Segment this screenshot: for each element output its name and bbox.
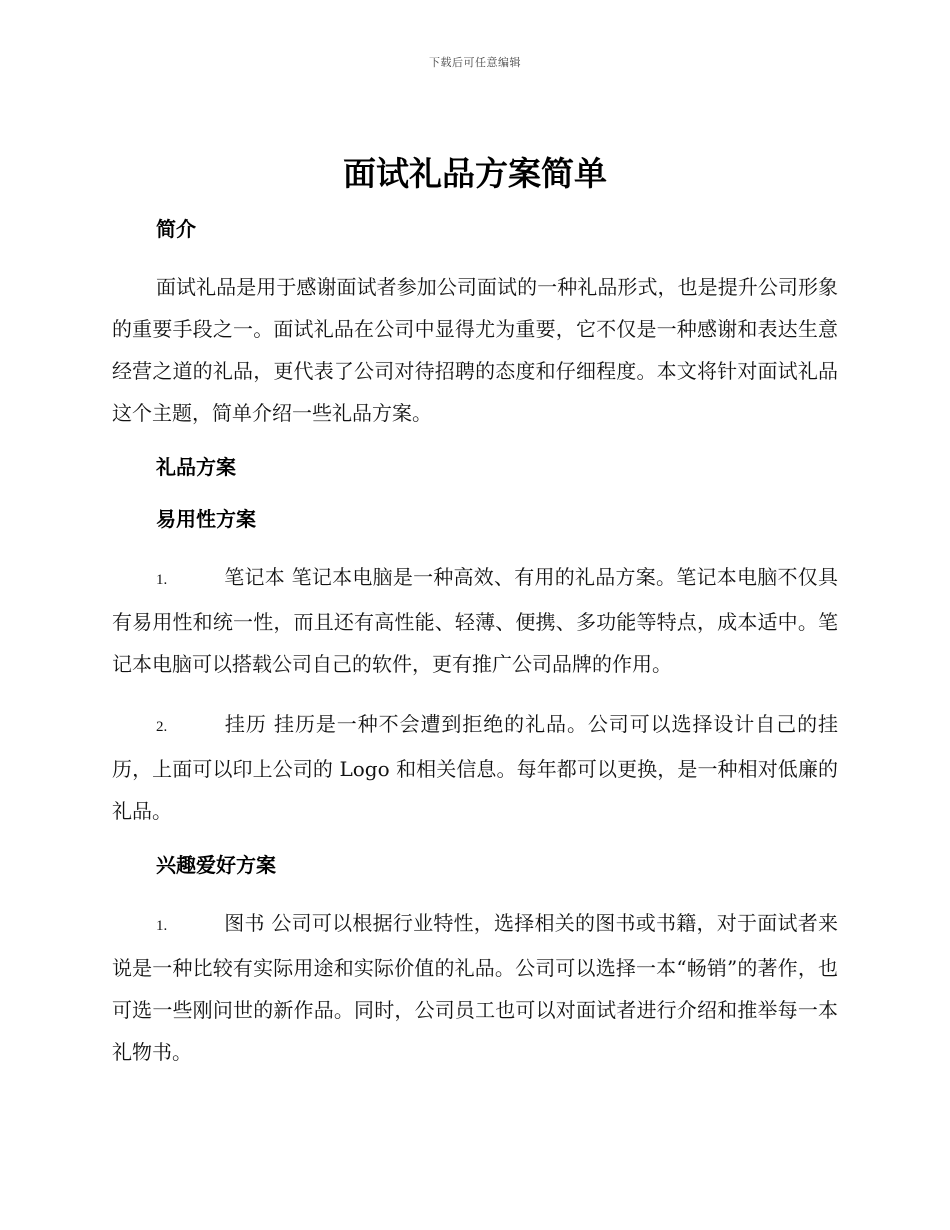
document-title: 面试礼品方案简单	[343, 154, 607, 193]
document-body	[112, 146, 838, 1073]
list-item-text: 挂历 挂历是一种不会遭到拒绝的礼品。公司可以选择设计自己的挂历，上面可以印上公司的 Logo 和相关信息。每年都可以更换，是一种相对低廉的礼品。	[112, 712, 838, 823]
list-item	[112, 902, 838, 1073]
intro-heading: 简介	[156, 217, 196, 241]
header-note: 下载后可任意编辑	[429, 56, 521, 69]
list-item-number: 1.	[156, 572, 168, 588]
plans-heading: 礼品方案	[156, 455, 236, 479]
list-item-number: 1.	[156, 918, 168, 934]
list-item	[112, 556, 838, 685]
list-item-text: 图书 公司可以根据行业特性，选择相关的图书或书籍，对于面试者来说是一种比较有实际用途和实际价值的礼品。公司可以选择一本“畅销”的著作，也可选一些刚问世的新作品。同时，公司员工也可以对面试者进行介绍和推举每一本礼物书。	[112, 911, 838, 1064]
list-item-number: 2.	[156, 719, 168, 735]
list-item-text: 笔记本 笔记本电脑是一种高效、有用的礼品方案。笔记本电脑不仅具有易用性和统一性，而且还有高性能、轻薄、便携、多功能等特点，成本适中。笔记本电脑可以搭载公司自己的软件，更有推广公司品牌的作用。	[112, 565, 838, 676]
hobby-heading: 兴趣爱好方案	[156, 853, 276, 877]
intro-paragraph: 面试礼品是用于感谢面试者参加公司面试的一种礼品形式，也是提升公司形象的重要手段之一。面试礼品在公司中显得尤为重要，它不仅是一种感谢和表达生意经营之道的礼品，更代表了公司对待招聘的态度和仔细程度。本文将针对面试礼品这个主题，简单介绍一些礼品方案。	[112, 275, 838, 425]
list-item	[112, 703, 838, 832]
usability-heading: 易用性方案	[156, 507, 256, 531]
